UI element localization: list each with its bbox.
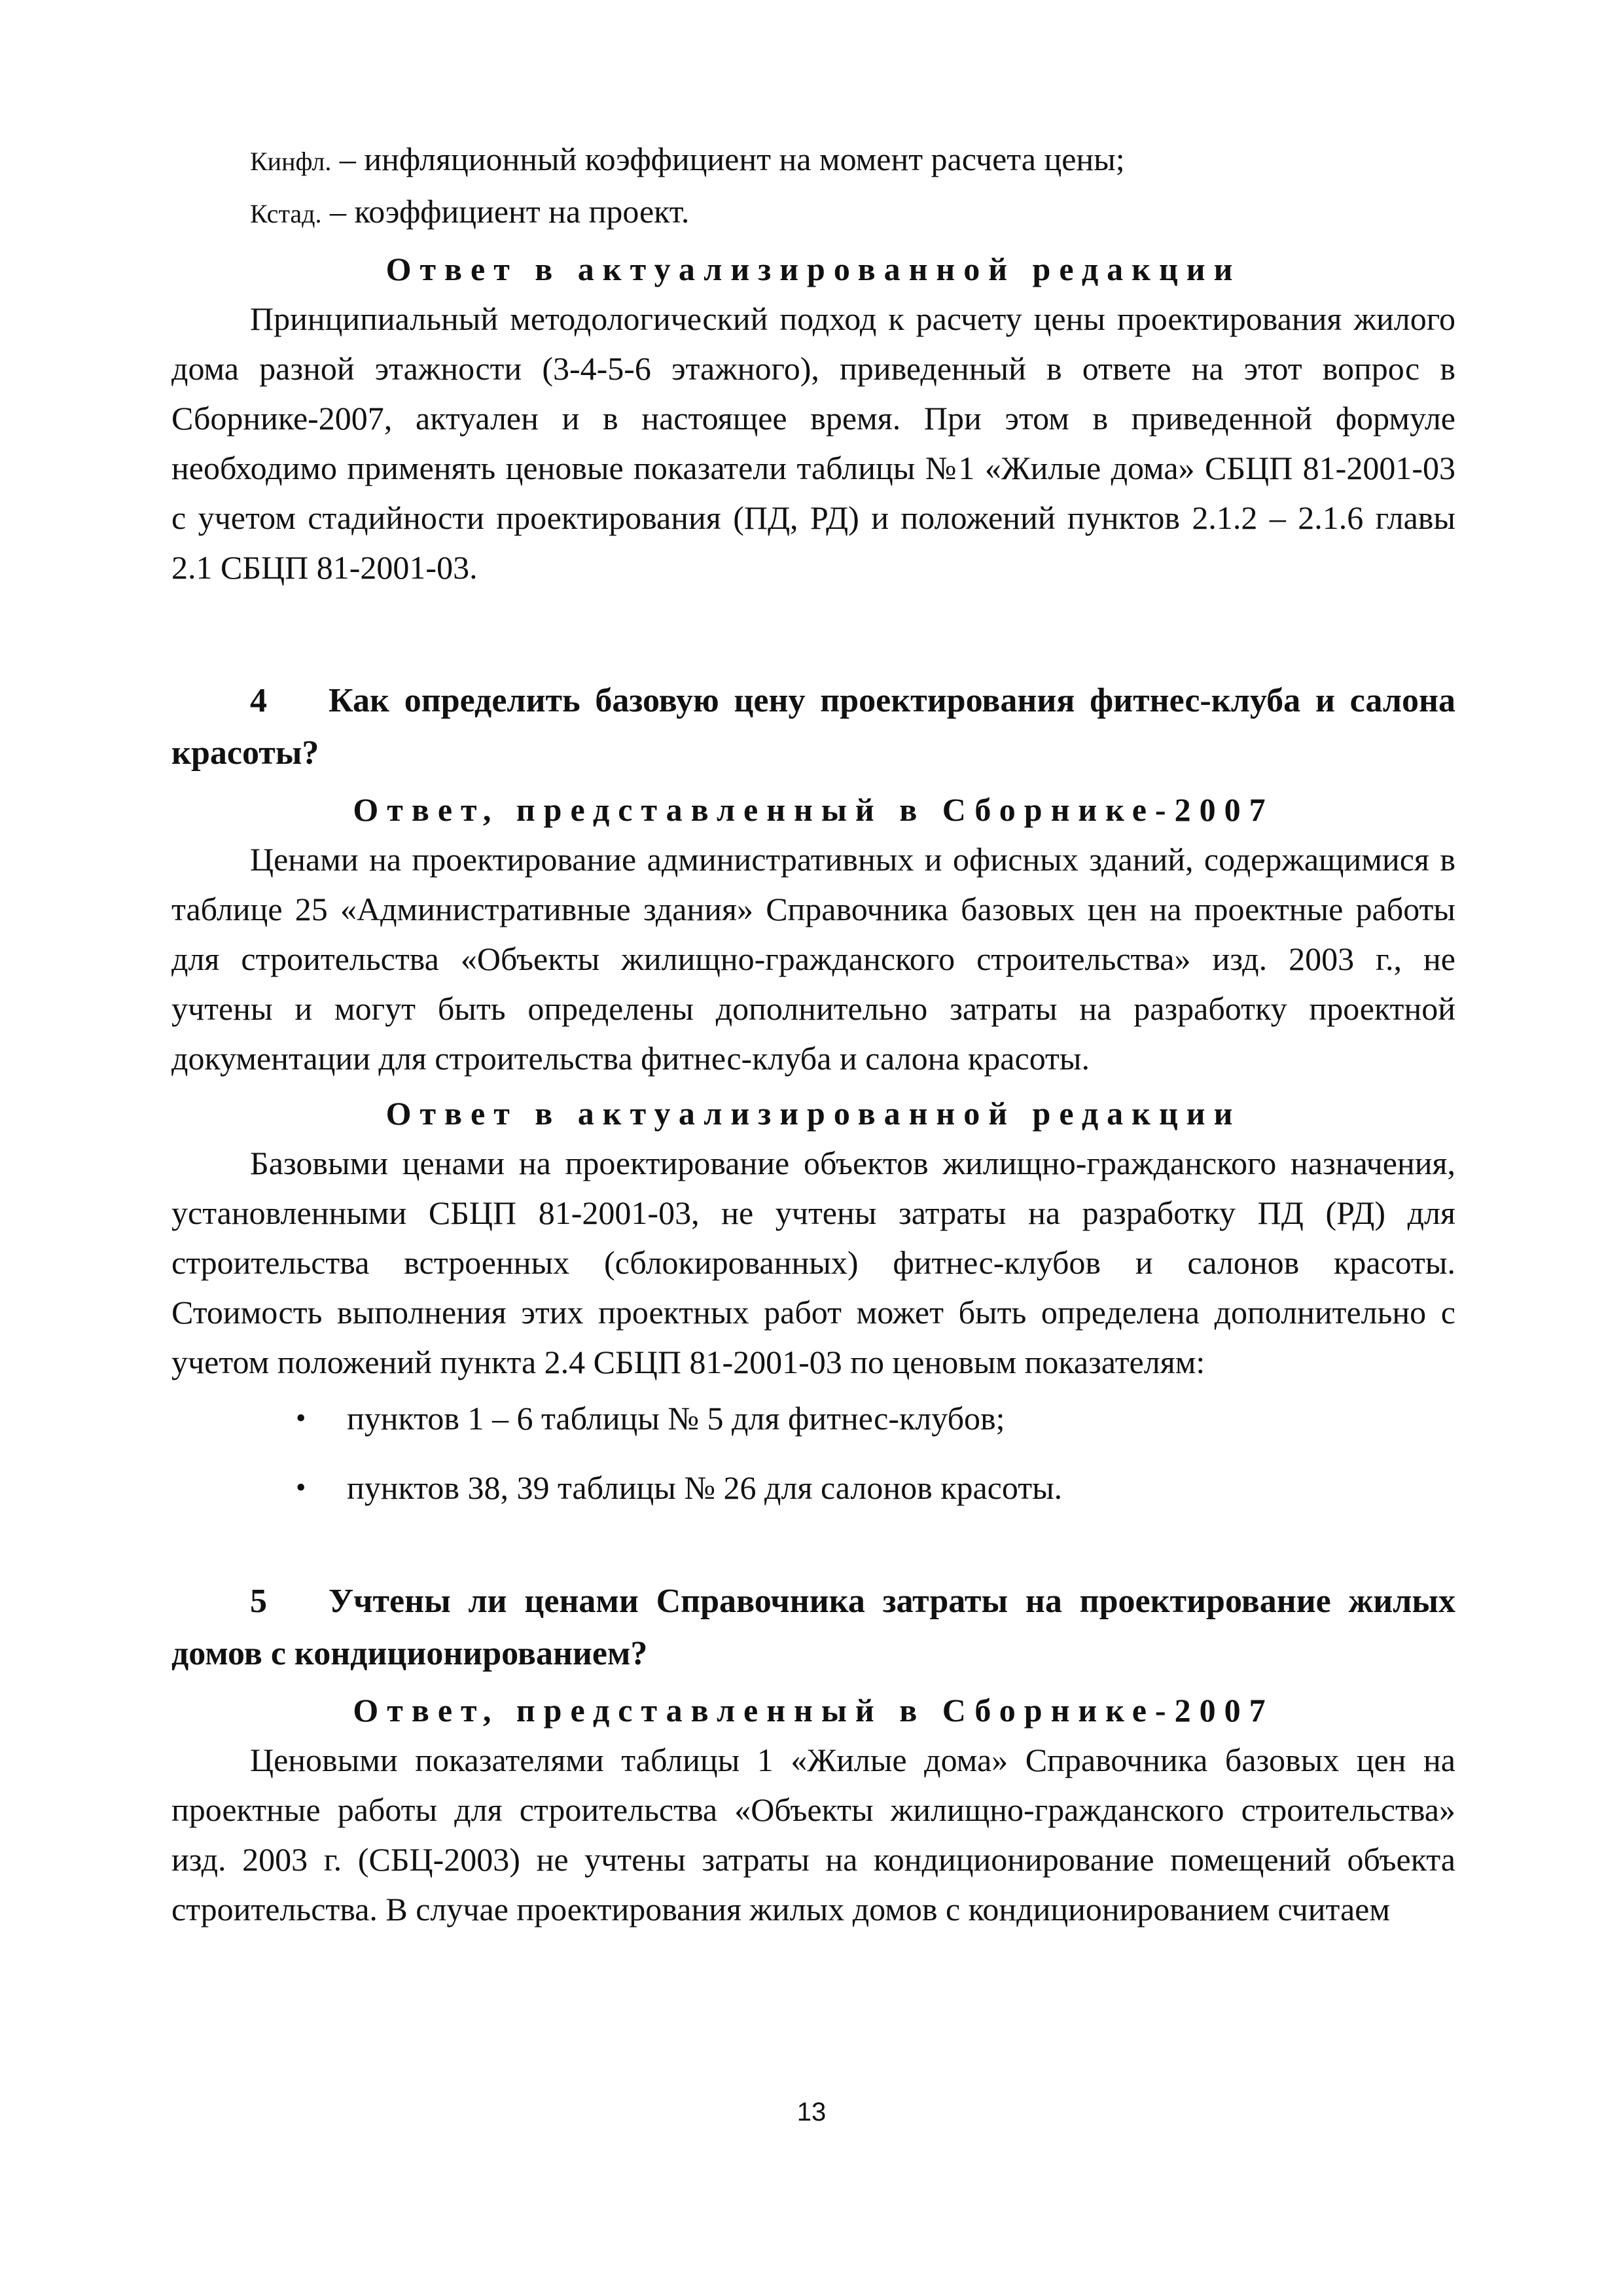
- question-text: Как определить базовую цену проектирования фитнес-клуба и салона красоты?: [171, 682, 1455, 772]
- question-heading: [171, 1575, 1455, 1680]
- answer-paragraph: Базовыми ценами на проектирование объектов жилищно-гражданского назначения, установленными СБЦП 81-2001-03, не учтены затраты на разработку ПД (РД) для строительства встроенных (сблокированных) фитнес-клубов и салонов красоты. Стоимость выполнения этих проектных работ может быть определена дополнительно с учетом положений пункта 2.4 СБЦП 81-2001-03 по ценовым показателям:: [171, 1145, 1455, 1380]
- answer-heading-updated: Ответ в актуализированной редакции: [385, 251, 1241, 287]
- variable-definition: [171, 187, 1455, 239]
- variable-description: – коэффициент на проект.: [321, 193, 690, 230]
- question-heading: [171, 675, 1455, 780]
- bullet-glyph: •: [296, 1402, 306, 1434]
- variable-description: – инфляционный коэффициент на момент расчета цены;: [331, 141, 1125, 177]
- list-item: [171, 1463, 1455, 1513]
- list-item-text: пунктов 1 – 6 таблицы № 5 для фитнес-клубов;: [347, 1400, 1005, 1437]
- answer-heading-updated: Ответ в актуализированной редакции: [385, 1095, 1241, 1132]
- variable-symbol: Кинфл.: [250, 147, 332, 176]
- page-content: [171, 134, 1455, 1934]
- list-item-text: пунктов 38, 39 таблицы № 26 для салонов красоты.: [347, 1469, 1063, 1506]
- page-number: 13: [796, 2098, 827, 2126]
- variable-symbol: Кстад.: [250, 199, 322, 228]
- question-text: Учтены ли ценами Справочника затраты на проектирование жилых домов с кондиционированием?: [171, 1583, 1455, 1672]
- variable-definition: [171, 134, 1455, 187]
- list-item: [171, 1393, 1455, 1443]
- answer-heading-2007: Ответ, представленный в Сборнике-2007: [353, 791, 1274, 828]
- answer-paragraph: Ценовыми показателями таблицы 1 «Жилые дома» Справочника базовых цен на проектные работы для строительства «Объекты жилищно-гражданского строительства» изд. 2003 г. (СБЦ-2003) не учтены затраты на кондиционирование помещений объекта строительства. В случае проектирования жилых домов с кондиционированием считаем: [171, 1742, 1455, 1928]
- answer-paragraph: Принципиальный методологический подход к расчету цены проектирования жилого дома разной этажности (3-4-5-6 этажного), приведенный в ответе на этот вопрос в Сборнике-2007, актуален и в настоящее время. При этом в приведенной формуле необходимо применять ценовые показатели таблицы №1 «Жилые дома» СБЦП 81-2001-03 с учетом стадийности проектирования (ПД, РД) и положений пунктов 2.1.2 – 2.1.6 главы 2.1 СБЦП 81-2001-03.: [171, 300, 1455, 586]
- answer-paragraph: Ценами на проектирование административных и офисных зданий, содержащимися в таблице 25 «Административные здания» Справочника базовых цен на проектные работы для строительства «Объекты жилищно-гражданского строительства» изд. 2003 г., не учтены и могут быть определены дополнительно затраты на разработку проектной документации для строительства фитнес-клуба и салона красоты.: [171, 841, 1455, 1077]
- question-number: 4: [250, 682, 267, 719]
- question-number: 5: [250, 1583, 267, 1620]
- answer-heading-2007: Ответ, представленный в Сборнике-2007: [353, 1692, 1274, 1729]
- bullet-list: [171, 1393, 1455, 1513]
- bullet-glyph: •: [296, 1471, 306, 1503]
